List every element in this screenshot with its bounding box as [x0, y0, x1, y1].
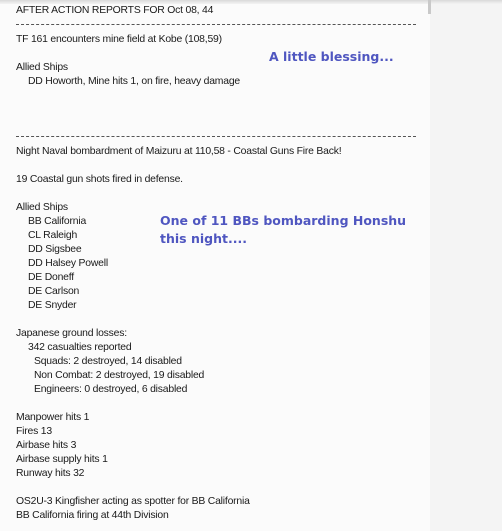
annotation-bbs-line1: One of 11 BBs bombarding Honshu: [160, 213, 407, 228]
page-edge: [428, 0, 431, 14]
hit-item: Manpower hits 1: [16, 412, 90, 423]
ship-item: DE Snyder: [28, 300, 77, 311]
ship-item: CL Raleigh: [28, 230, 78, 241]
spotter-line: OS2U-3 Kingfisher acting as spotter for BB California: [16, 496, 250, 507]
squads-losses: Squads: 2 destroyed, 14 disabled: [34, 356, 182, 367]
ship-item: DE Doneff: [28, 272, 74, 283]
event1-allied-label: Allied Ships: [16, 62, 68, 73]
hit-item: Runway hits 32: [16, 468, 85, 479]
ship-item: DD Halsey Powell: [28, 258, 108, 269]
event2-allied-label: Allied Ships: [16, 202, 68, 213]
annotation-bbs-line2: this night....: [160, 231, 247, 246]
ship-item: BB California: [28, 216, 87, 227]
report-header: AFTER ACTION REPORTS FOR Oct 08, 44: [16, 5, 214, 16]
separator-line: [16, 136, 416, 137]
hit-item: Airbase hits 3: [16, 440, 77, 451]
event1-title: TF 161 encounters mine field at Kobe (108,59): [16, 34, 222, 45]
firing-line: BB California firing at 44th Division: [16, 510, 169, 521]
noncombat-losses: Non Combat: 2 destroyed, 19 disabled: [34, 370, 205, 381]
separator-line: [16, 24, 416, 25]
coastal-shots: 19 Coastal gun shots fired in defense.: [16, 174, 183, 185]
engineers-losses: Engineers: 0 destroyed, 6 disabled: [34, 384, 188, 395]
event1-ship: DD Howorth, Mine hits 1, on fire, heavy damage: [28, 76, 240, 87]
hit-item: Fires 13: [16, 426, 52, 437]
annotation-blessing: A little blessing...: [269, 49, 394, 64]
event2-title: Night Naval bombardment of Maizuru at 110,58 - Coastal Guns Fire Back!: [16, 146, 342, 157]
ship-item: DD Sigsbee: [28, 244, 82, 255]
jp-losses-label: Japanese ground losses:: [16, 328, 127, 339]
ship-item: DE Carlson: [28, 286, 80, 297]
hit-item: Airbase supply hits 1: [16, 454, 108, 465]
casualties: 342 casualties reported: [28, 342, 132, 353]
